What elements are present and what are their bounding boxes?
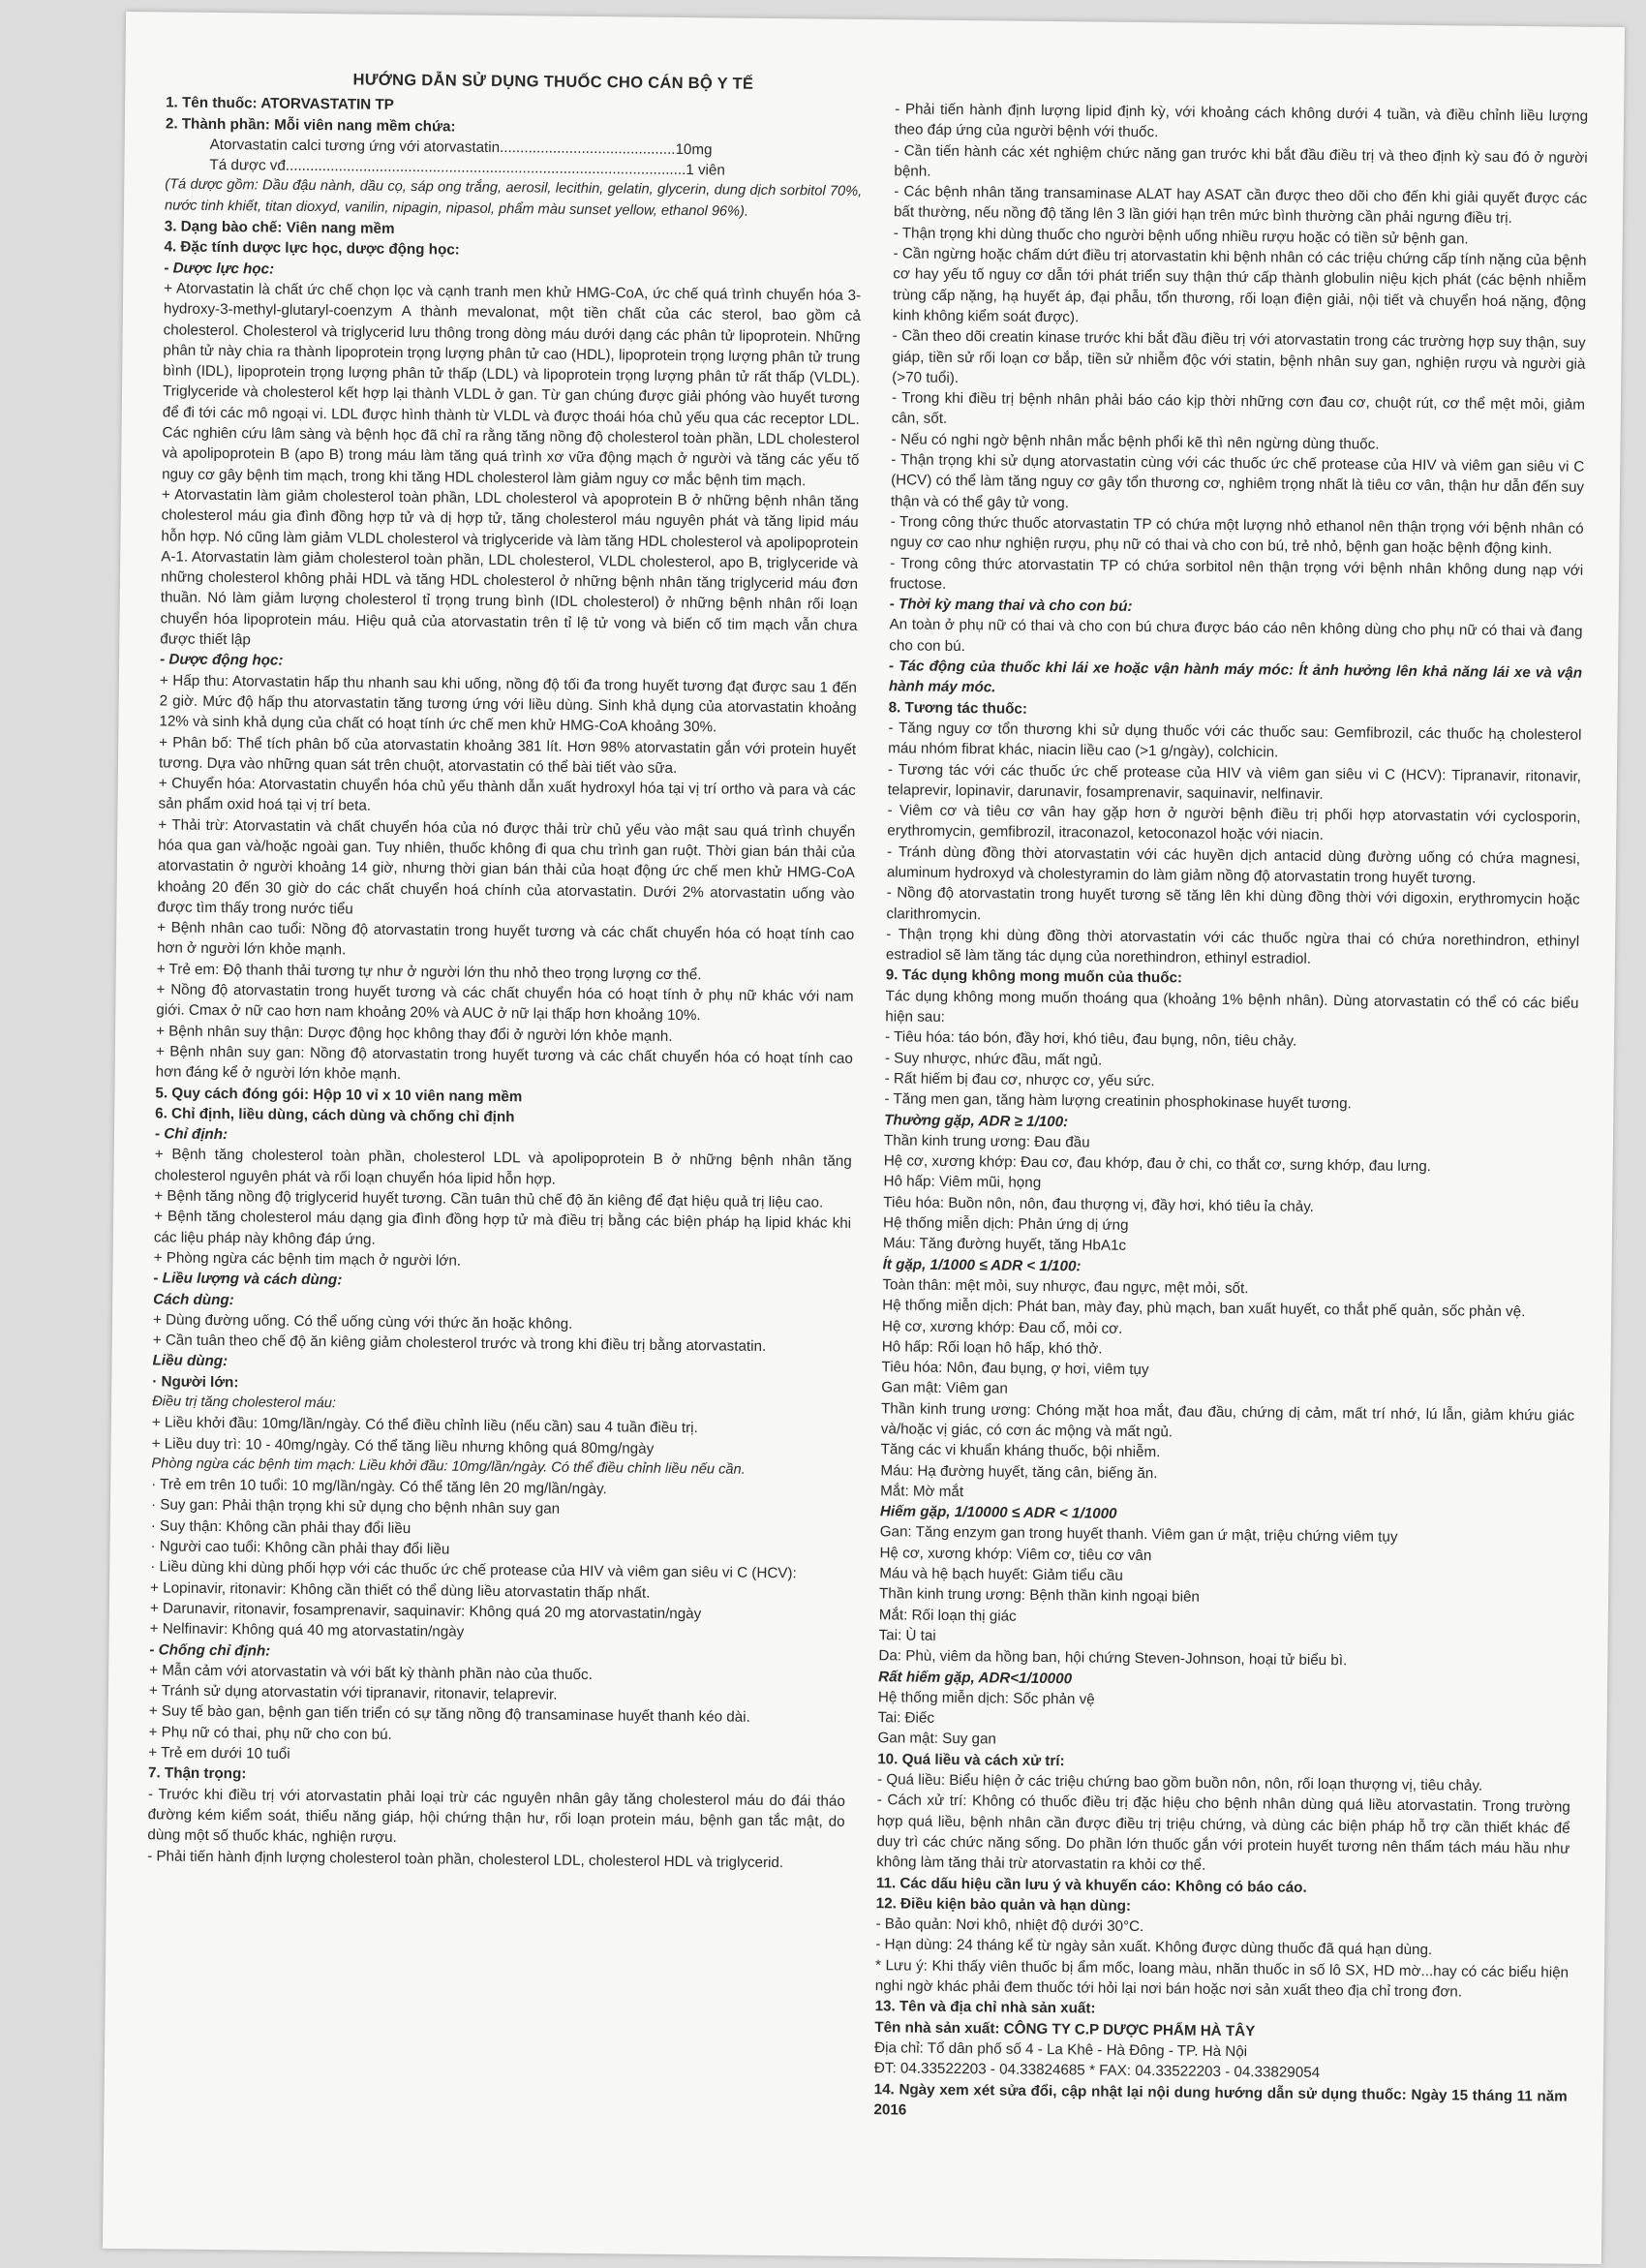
text-paragraph: Tai: Điếc <box>877 1709 935 1727</box>
text-paragraph: - Nồng độ atorvastatin trong huyết tương sẽ tăng lên khi dùng đồng thời với digoxin, erythromycin hoặc clarithromycin. <box>886 884 1580 923</box>
text-paragraph: - Thận trọng khi dùng thuốc cho người bệnh uống nhiều rượu hoặc có tiền sử bệnh gan. <box>893 225 1469 248</box>
text-paragraph: - Viêm cơ và tiêu cơ vân hay gặp hơn ở người bệnh điều trị phối hợp atorvastatin với cyclosporin, erythromycin, gemfibrozil, itraconazol, ketoconazol hoặc với niacin. <box>887 802 1581 844</box>
text-paragraph: + Phụ nữ có thai, phụ nữ cho con bú. <box>148 1724 392 1743</box>
text-paragraph: Tá dược vđ..................................................................................................1 viên <box>209 157 725 179</box>
text-paragraph: Máu: Hạ đường huyết, tăng cân, biếng ăn. <box>880 1461 1158 1482</box>
section-heading: 4. Đặc tính dược lực học, dược động học: <box>164 238 460 259</box>
text-paragraph: - Cần tiến hành các xét nghiệm chức năng gan trước khi bắt đầu điều trị và theo định kỳ sau đó ở người bệnh. <box>894 141 1588 180</box>
text-paragraph: + Liều khởi đầu: 10mg/lần/ngày. Có thể điều chỉnh liều (nếu cần) sau 4 tuần điều trị. <box>151 1414 698 1437</box>
text-paragraph: Địa chỉ: Tổ dân phố số 4 - La Khê - Hà Đông - TP. Hà Nội <box>874 2039 1248 2061</box>
text-paragraph: Thần kinh trung ương: Đau đầu <box>883 1132 1090 1151</box>
text-paragraph: - Bảo quản: Nơi khô, nhiệt độ dưới 30°C. <box>875 1916 1144 1936</box>
subheading: Rất hiếm gặp, ADR<1/10000 <box>878 1668 1073 1687</box>
text-paragraph: An toàn ở phụ nữ có thai và cho con bú chưa được báo cáo nên không dùng cho phụ nữ có thai và đang cho con bú. <box>889 616 1583 655</box>
section-heading: 12. Điều kiện bảo quản và hạn dùng: <box>875 1895 1132 1915</box>
section-heading: Tên nhà sản xuất: CÔNG TY C.P DƯỢC PHẨM HÀ TÂY <box>874 2018 1256 2039</box>
leaflet-page <box>103 12 1625 2264</box>
text-paragraph: Mắt: Rối loạn thị giác <box>878 1606 1017 1625</box>
left-column-content <box>147 93 863 1874</box>
text-paragraph: - Nếu có nghi ngờ bệnh nhân mắc bệnh phổi kẽ thì nên ngừng dùng thuốc. <box>891 431 1380 453</box>
text-paragraph: Mắt: Mờ mắt <box>880 1483 964 1500</box>
section-heading: 10. Quá liều và cách xử trí: <box>877 1750 1065 1769</box>
text-paragraph: + Bệnh tăng nồng độ triglycerid huyết tương. Cần tuân thủ chế độ ăn kiêng để đạt hiệu quả trị liệu cao. <box>154 1187 824 1211</box>
text-paragraph: · Người cao tuổi: Không cần phải thay đổi liều <box>150 1538 450 1558</box>
text-paragraph: Da: Phù, viêm da hồng ban, hội chứng Steven-Johnson, hoại tử biểu bì. <box>878 1647 1348 1670</box>
text-paragraph: Máu và hệ bạch huyết: Giảm tiểu cầu <box>879 1565 1123 1584</box>
text-paragraph: - Trong công thức thuốc atorvastatin TP có chứa một lượng nhỏ ethanol nên thận trọng với bệnh nhân có nguy cơ cao như nghiện rượu, phụ nữ có thai và cho con bú, trẻ nhỏ, bệnh gan hoặc bệnh động kinh. <box>890 513 1584 558</box>
text-paragraph: Atorvastatin calci tương ứng với atorvastatin...........................................10mg <box>209 136 713 159</box>
text-paragraph: - Tránh dùng đồng thời atorvastatin với các huyền dịch antacid dùng đường uống có chứa magnesi, aluminum hydroxyd và cholestyramin do làm giảm nồng độ atorvastatin trong huyết tương. <box>886 843 1581 887</box>
text-paragraph: + Lopinavir, ritonavir: Không cần thiết có thể dùng liều atorvastatin thấp nhất. <box>150 1578 651 1602</box>
subheading: Ít gặp, 1/1000 ≤ ADR < 1/100: <box>882 1255 1082 1274</box>
text-paragraph: + Darunavir, ritonavir, fosamprenavir, saquinavir: Không quá 20 mg atorvastatin/ngày <box>149 1600 702 1623</box>
section-heading: 11. Các dấu hiệu cần lưu ý và khuyến cáo: Không có báo cáo. <box>875 1874 1307 1896</box>
text-paragraph: + Phòng ngừa các bệnh tim mạch ở người lớn. <box>153 1249 462 1270</box>
subheading: - Liều lượng và cách dùng: <box>153 1270 343 1289</box>
subheading: - Dược lực học: <box>164 260 275 278</box>
subheading: - Tác động của thuốc khi lái xe hoặc vận hành máy móc: Ít ảnh hưởng lên khả năng lái xe và vận hành máy móc. <box>888 658 1583 696</box>
text-paragraph: Tiêu hóa: Buồn nôn, nôn, đau thượng vị, đầy hơi, khó tiêu ỉa chảy. <box>883 1193 1315 1215</box>
subheading: - Dược động học: <box>160 651 284 670</box>
text-paragraph: Tiêu hóa: Nôn, đau bụng, ợ hơi, viêm tụy <box>881 1359 1149 1379</box>
text-paragraph: + Dùng đường uống. Có thể uống cùng với thức ăn hoặc không. <box>152 1311 573 1333</box>
text-paragraph: - Trong công thức atorvastatin TP có chứa sorbitol nên thận trọng với bệnh nhân không dung nạp với fructose. <box>889 554 1584 593</box>
text-paragraph: Hệ thống miễn dịch: Sốc phản vệ <box>877 1689 1095 1708</box>
text-paragraph: Hô hấp: Rối loạn hô hấp, khó thở. <box>881 1338 1103 1358</box>
section-heading: 1. Tên thuốc: ATORVASTATIN TP <box>166 94 394 114</box>
section-heading: 5. Quy cách đóng gói: Hộp 10 vỉ x 10 viên nang mềm <box>155 1084 523 1105</box>
text-paragraph: * Lưu ý: Khi thấy viên thuốc bị ẩm mốc, loang màu, nhãn thuốc in số lô SX, HD mờ...hay có các biểu hiện nghi ngờ khác phải đem thuốc tới hỏi lại nơi bán hoặc nơi sản xuất theo địa chỉ trong đơn. <box>874 1956 1570 2001</box>
text-paragraph: - Thận trọng khi sử dụng atorvastatin cùng với các thuốc ức chế protease của HIV và viêm gan siêu vi C (HCV) có thể làm tăng nguy cơ gây tổn thương cơ, nghiêm trọng nhất là tiêu cơ vân, thận hư dẫn đến suy thận và có thể gây tử vong. <box>890 451 1585 511</box>
text-paragraph: + Nồng độ atorvastatin trong huyết tương và các chất chuyển hóa có hoạt tính ở phụ nữ khác với nam giới. Cmax ở nữ cao hơn nam khoảng 20% và AUC ở nữ lại thấp hơn khoảng 10%. <box>156 981 854 1025</box>
section-heading: 6. Chỉ định, liều dùng, cách dùng và chống chỉ định <box>155 1105 515 1126</box>
text-paragraph: Thần kinh trung ương: Bệnh thần kinh ngoại biên <box>878 1585 1200 1607</box>
text-paragraph: - Cần theo dõi creatin kinase trước khi bắt đầu điều trị với atorvastatin trong các trường hợp suy thận, suy giáp, tiền sử rối loạn cơ bắp, tiền sử nhiễm độc với statin, bệnh nhân suy gan, nghiện rượu và người già (>70 tuổi). <box>892 327 1586 386</box>
text-paragraph: Hệ cơ, xương khớp: Đau cơ, đau khớp, đau ở chi, co thắt cơ, sưng khớp, đau lưng. <box>883 1152 1432 1176</box>
text-paragraph: - Phải tiến hành định lượng lipid định kỳ, với khoảng cách không dưới 4 tuần, và điều chỉnh liều lượng theo đáp ứng của người bệnh với thuốc. <box>894 101 1589 141</box>
text-paragraph: + Atorvastatin làm giảm cholesterol toàn phần, LDL cholesterol và apoprotein B ở những bệnh nhân tăng cholesterol máu gia đình đồng hợp tử và dị hợp tử, tăng cholesterol máu nguyên phát và tăng lipid máu hỗn hợp. Nó cũng làm giảm VLDL cholesterol và triglyceride và làm tăng HDL cholesterol và apolipoprotein A-1. Atorvastatin làm giảm cholesterol toàn phần, LDL cholesterol, VLDL cholesterol, apo B, triglyceride và những cholesterol không phải HDL và tăng HDL cholesterol ở những bệnh nhân tăng triglycerid máu đơn thuần. Nó làm giảm lượng cholesterol tỉ trọng trung bình (IDL cholesterol) ở những bệnh nhân rối loạn chuyển hóa lipoprotein máu. Hiệu quả của atorvastatin trên tỉ lệ tử vong và biến cố tim mạch vẫn chưa được thiết lập <box>160 486 859 649</box>
subheading: Liều dùng: <box>152 1352 229 1370</box>
text-paragraph: + Tránh sử dụng atorvastatin với tipranavir, ritonavir, telaprevir. <box>148 1682 558 1703</box>
text-paragraph: - Tiêu hóa: táo bón, đầy hơi, khó tiêu, đau bụng, nôn, tiêu chảy. <box>885 1028 1297 1051</box>
subheading: Cách dùng: <box>153 1290 234 1308</box>
text-paragraph: - Tương tác với các thuốc ức chế protease của HIV và viêm gan siêu vi C (HCV): Tipranavir, ritonavir, telaprevir, lopinavir, darunavir, fosamprenavir, saquinavir, nelfinavir. <box>887 760 1582 803</box>
text-paragraph: - Thận trọng khi dùng đồng thời atorvastatin với các thuốc ngừa thai có chứa norethindron, ethinyl estradiol sẽ làm tăng tác dụng của norethindron, ethinyl estradiol. <box>885 926 1580 967</box>
subheading: - Chỉ định: <box>154 1125 229 1144</box>
text-paragraph: + Bệnh nhân cao tuổi: Nồng độ atorvastatin trong huyết tương và các chất chuyển hóa có hoạt tính cao hơn ở người lớn khỏe mạnh. <box>156 919 855 959</box>
text-paragraph: Hệ cơ, xương khớp: Viêm cơ, tiêu cơ vân <box>879 1544 1152 1564</box>
text-paragraph: + Hấp thu: Atorvastatin hấp thu nhanh sau khi uống, nồng độ tối đa trong huyết tương đạt được sau 1 đến 2 giờ. Mức độ hấp thu atorvastatin tăng tương ứng với liều dùng. Sinh khả dụng của atorvastatin khoảng 12% và sinh khả dụng của chất có hoạt tính ức chế men khử HMG-CoA khoảng 30%. <box>159 671 857 736</box>
section-heading: 14. Ngày xem xét sửa đổi, cập nhật lại nội dung hướng dẫn sử dụng thuốc: Ngày 15 tháng 11 năm 2016 <box>873 2080 1568 2119</box>
section-heading: 2. Thành phần: Mỗi viên nang mềm chứa: <box>165 114 456 136</box>
text-paragraph: Thần kinh trung ương: Chóng mặt hoa mắt, đau đầu, chứng dị cảm, mất trí nhớ, lú lẫn, giảm khứu giác và/hoặc vị giác, có cơn ác mộng và mất ngủ. <box>880 1399 1575 1441</box>
text-paragraph: + Bệnh nhân suy gan: Nồng độ atorvastatin trong huyết tương và các chất chuyển hóa có hoạt tính cao hơn đáng kể ở người lớn khỏe mạnh. <box>155 1043 853 1084</box>
subheading: Hiếm gặp, 1/10000 ≤ ADR < 1/1000 <box>879 1503 1117 1522</box>
text-paragraph: + Liều duy trì: 10 - 40mg/ngày. Có thể tăng liều nhưng không quá 80mg/ngày <box>151 1434 655 1457</box>
text-paragraph: - Trước khi điều trị với atorvastatin phải loại trừ các nguyên nhân gây tăng cholesterol máu do đái tháo đường kém kiểm soát, thiểu năng giáp, hội chứng thận hư, rối loạn protein máu, bệnh gan tắc mật, do dùng một số thuốc khác, nghiện rượu. <box>147 1785 845 1847</box>
text-paragraph: · Trẻ em trên 10 tuổi: 10 mg/lần/ngày. Có thể tăng lên 20 mg/lần/ngày. <box>151 1476 607 1498</box>
section-heading: 7. Thận trọng: <box>147 1764 247 1783</box>
text-paragraph: · Suy thận: Không cần phải thay đổi liều <box>150 1517 412 1537</box>
text-paragraph: · Suy gan: Phải thận trọng khi sử dụng cho bệnh nhân suy gan <box>150 1496 561 1518</box>
right-column-content <box>873 99 1588 2127</box>
text-paragraph: + Thải trừ: Atorvastatin và chất chuyển hóa của nó được thải trừ chủ yếu vào mật sau quá trình chuyển hóa qua gan và/hoặc ngoài gan. Tuy nhiên, thuốc không đi qua chu trình gan ruột. Thời gian bán thải của atorvastatin ở người khoảng 14 giờ, nhưng thời gian bán thải của hoạt động ức chế men khử HMG-CoA khoảng 20 đến 30 giờ do các chất chuyển hoá chính của atorvastatin. Dưới 2% atorvastatin uống vào được tìm thấy trong nước tiểu <box>157 816 856 918</box>
text-paragraph: Hệ thống miễn dịch: Phát ban, mày đay, phù mạch, ban xuất huyết, co thắt phế quản, sốc phản vệ. <box>882 1297 1526 1321</box>
subheading: - Chống chỉ định: <box>149 1640 271 1660</box>
left-column <box>147 68 863 1873</box>
text-paragraph: Tai: Ù tai <box>878 1627 936 1644</box>
subheading: Thường gặp, ADR ≥ 1/100: <box>884 1111 1069 1130</box>
document-title: HƯỚNG DẪN SỬ DỤNG THUỐC CHO CÁN BỘ Y TẾ <box>352 71 754 93</box>
text-paragraph: + Cần tuân theo chế độ ăn kiêng giảm cholesterol trước và trong khi điều trị bằng atorvastatin. <box>152 1332 767 1356</box>
text-paragraph: - Rất hiếm bị đau cơ, nhược cơ, yếu sức. <box>884 1070 1155 1090</box>
text-paragraph: + Bệnh nhân suy thận: Dược động học không thay đổi ở người lớn khỏe mạnh. <box>156 1022 673 1045</box>
text-paragraph: + Atorvastatin là chất ức chế chọn lọc và cạnh tranh men khử HMG-CoA, ức chế quá trình chuyển hóa 3-hydroxy-3-methyl-glutaryl-coenzym A thành mevalonat, một tiền chất của các sterol, bao gồm cả cholesterol. Cholesterol và triglycerid lưu thông trong dòng máu dưới dạng các phân tử lipoprotein. Những phân tử này chia ra thành lipoprotein trọng lượng phân tử cao (HDL), lipoprotein trọng lượng phân tử trung bình (IDL), lipoprotein trọng lượng phân tử thấp (LDL) và lipoprotein trọng lượng phân tử rất thấp (VLDL). Triglyceride và cholesterol kết hợp lại thành VLDL ở gan. Từ gan chúng được giải phóng vào huyết tương để đi tới các mô ngoại vi. LDL được hình thành từ VLDL và được thoái hóa chủ yếu qua các receptor LDL. Các nghiên cứu lâm sàng và bệnh học đã chỉ ra rằng tăng nồng độ cholesterol toàn phần, LDL cholesterol và apolipoprotein B (apo B) trong máu làm tăng quá trình xơ vữa động mạch ở người và tăng các yếu tố nguy cơ gây bệnh tim mạch, trong khi tăng HDL cholesterol làm giảm nguy cơ mắc bệnh tim mạch. <box>162 280 862 489</box>
section-heading: 9. Tác dụng không mong muốn của thuốc: <box>885 966 1183 987</box>
text-paragraph: - Trong khi điều trị bệnh nhân phải báo cáo kịp thời những cơn đau cơ, chuột rút, cơ thể mệt mỏi, giảm cân, sốt. <box>891 389 1586 428</box>
text-paragraph: Gan: Tăng enzym gan trong huyết thanh. Viêm gan ứ mật, triệu chứng viêm tụy <box>879 1523 1398 1547</box>
text-paragraph: ĐT: 04.33522203 - 04.33824685 * FAX: 04.33522203 - 04.33829054 <box>873 2060 1321 2082</box>
text-paragraph: · Liều dùng khi dùng phối hợp với các thuốc ức chế protease của HIV và viêm gan siêu vi C (HCV): <box>150 1558 797 1582</box>
text-paragraph: + Chuyển hóa: Atorvastatin chuyển hóa chủ yếu thành dẫn xuất hydroxyl hóa tại vị trí ortho và para và các sản phẩm oxid hoá tại vị trí beta. <box>158 775 856 815</box>
text-paragraph: Gan mật: Viêm gan <box>881 1379 1008 1397</box>
subheading: - Thời kỳ mang thai và cho con bú: <box>889 596 1133 615</box>
text-paragraph: Toàn thân: mệt mỏi, suy nhược, đau ngực, mệt mỏi, sốt. <box>882 1276 1249 1298</box>
text-paragraph: - Hạn dùng: 24 tháng kể từ ngày sản xuất. Không được dùng thuốc đã quá hạn dùng. <box>875 1936 1433 1959</box>
text-paragraph: - Cách xử trí: Không có thuốc điều trị đặc hiệu cho bệnh nhân dùng quá liều atorvastatin. Trong trường hợp quá liều, bệnh nhân cần được điều trị triệu chứng, và dùng các biện pháp hỗ trợ cần thiết khác để duy trì các chức năng sống. Do phần lớn thuốc gắn với protein huyết tương nên thẩm tách máu hầu như không làm tăng thải trừ atorvastatin ra khỏi cơ thể. <box>876 1792 1570 1874</box>
section-heading: · Người lớn: <box>152 1373 239 1391</box>
text-paragraph: Gan mật: Suy gan <box>877 1730 997 1748</box>
text-paragraph: Phòng ngừa các bệnh tim mạch: Liều khởi đầu: 10mg/lần/ngày. Có thể điều chỉnh liều nếu cần. <box>151 1456 746 1478</box>
text-paragraph: - Tăng nguy cơ tổn thương khi sử dụng thuốc với các thuốc sau: Gemfibrozil, các thuốc hạ cholesterol máu nhóm fibrat khác, niacin liều cao (>1 g/ngày), colchicin. <box>888 720 1582 761</box>
text-paragraph: (Tá dược gồm: Dầu đậu nành, dầu cọ, sáp ong trắng, aerosil, lecithin, gelatin, glycerin, dung dịch sorbitol 70%, nước tinh khiết, titan dioxyd, vanilin, nipagin, nipasol, phẩm màu sunset yellow, ethanol 96%). <box>164 176 863 220</box>
text-paragraph: Hệ thống miễn dịch: Phản ứng dị ứng <box>882 1214 1129 1234</box>
text-paragraph: + Trẻ em: Độ thanh thải tương tự như ở người lớn thu nhỏ theo trọng lượng cơ thể. <box>156 961 702 984</box>
text-paragraph: - Phải tiến hành định lượng cholesterol toàn phần, cholesterol LDL, cholesterol HDL và triglycerid. <box>147 1847 784 1871</box>
right-column <box>873 99 1588 2127</box>
text-paragraph: - Cần ngừng hoặc chấm dứt điều trị atorvastatin khi bệnh nhân có các triệu chứng cấp tính nặng của bệnh cơ hay yếu tố nguy cơ dẫn tới phát triển suy thận thứ cấp thành globulin niệu kịch phát (các bệnh nhiễm trùng cấp nặng, hạ huyết áp, đại phẫu, tổn thương, rối loạn điện giải, nội tiết và chuyển hoá nặng, động kinh không kiểm soát được). <box>892 245 1587 326</box>
text-paragraph: - Tăng men gan, tăng hàm lượng creatinin phosphokinase huyết tương. <box>884 1090 1352 1113</box>
text-paragraph: + Phân bố: Thể tích phân bố của atorvastatin khoảng 381 lít. Hơn 98% atorvastatin gắn với protein huyết tương. Dựa vào những quan sát trên chuột, atorvastatin có thể bài tiết vào sữa. <box>158 733 857 777</box>
text-paragraph: Hệ cơ, xương khớp: Đau cổ, mỏi cơ. <box>881 1317 1123 1337</box>
text-paragraph: Điều trị tăng cholesterol máu: <box>152 1394 336 1412</box>
section-heading: 3. Dạng bào chế: Viên nang mềm <box>164 218 395 237</box>
text-paragraph: + Bệnh tăng cholesterol máu dạng gia đình đồng hợp tử mà điều trị bằng các biện pháp hạ lipid khác khi các liệu pháp này không đáp ứng. <box>153 1208 852 1248</box>
text-paragraph: - Suy nhược, nhức đầu, mất ngủ. <box>884 1049 1103 1069</box>
text-paragraph: - Quá liều: Biểu hiện ở các triệu chứng bao gồm buồn nôn, nôn, rối loạn thượng vị, tiêu chảy. <box>876 1771 1483 1794</box>
text-paragraph: Hô hấp: Viêm mũi, họng <box>883 1173 1042 1192</box>
text-paragraph: Tăng các vi khuẩn kháng thuốc, bội nhiễm. <box>880 1441 1161 1461</box>
section-heading: 13. Tên và địa chỉ nhà sản xuất: <box>874 1998 1096 2017</box>
text-paragraph: + Trẻ em dưới 10 tuổi <box>148 1744 290 1762</box>
text-paragraph: - Các bệnh nhân tăng transaminase ALAT hay ASAT cần được theo dõi cho đến khi giải quyết được các bất thường, nếu nồng độ tăng lên 3 lần giới hạn trên mức bình thường cần phải ngưng điều trị. <box>893 183 1588 228</box>
text-paragraph: + Nelfinavir: Không quá 40 mg atorvastatin/ngày <box>149 1620 465 1640</box>
text-paragraph: + Mẫn cảm với atorvastatin và với bất kỳ thành phần nào của thuốc. <box>149 1662 593 1683</box>
text-paragraph: Tác dụng không mong muốn thoáng qua (khoảng 1% bệnh nhân). Dùng atorvastatin có thể có các biểu hiện sau: <box>885 987 1579 1026</box>
text-paragraph: + Suy tế bào gan, bệnh gan tiến triển có sự tăng nồng độ transaminase huyết thanh kéo dài. <box>148 1702 750 1727</box>
text-paragraph: Máu: Tăng đường huyết, tăng HbA1c <box>882 1235 1127 1255</box>
section-heading: 8. Tương tác thuốc: <box>888 698 1028 718</box>
text-paragraph: + Bệnh tăng cholesterol toàn phần, cholesterol LDL và apolipoprotein B ở những bệnh nhân tăng cholesterol nguyên phát và rối loạn chuyển hóa lipid hỗn hợp. <box>154 1146 852 1188</box>
